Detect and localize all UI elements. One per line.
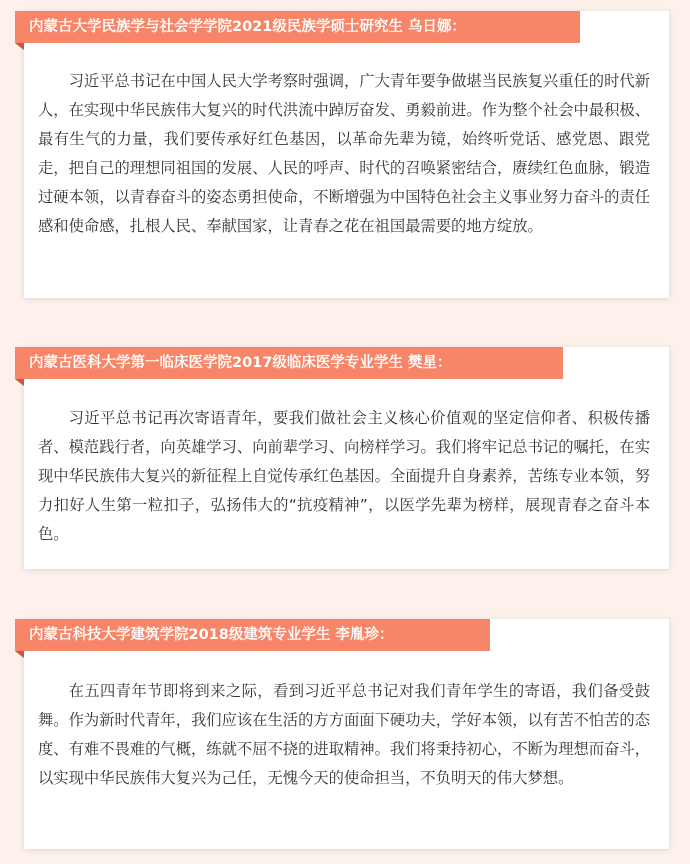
statement-text-2: 习近平总书记再次寄语青年，要我们做社会主义核心价值观的坚定信仰者、积极传播者、模范践行者，向英雄学习、向前辈学习、向榜样学习。我们将牢记总书记的嘱托，在实现中华民族伟大复兴的新征程上自觉传承红色基因。全面提升自身素养，苦练专业本领，努力扣好人生第一粒扣子，弘扬伟大的“抗疫精神”，以医学先辈为榜样，展现青春之奋斗本色。 — [38, 409, 650, 543]
speaker-banner-3: 内蒙古科技大学建筑学院2018级建筑专业学生 李胤珍： — [15, 619, 490, 651]
banner-fold-3 — [15, 651, 24, 658]
statement-text-3: 在五四青年节即将到来之际，看到习近平总书记对我们青年学生的寄语，我们备受鼓舞。作为新时代青年，我们应该在生活的方方面面下硬功夫，学好本领，以有苦不怕苦的态度、有难不畏难的气概，练就不屈不挠的进取精神。我们将秉持初心，不断为理想而奋斗，以实现中华民族伟大复兴为己任，无愧今天的使命担当，不负明天的伟大梦想。 — [38, 682, 650, 787]
statement-text-1: 习近平总书记在中国人民大学考察时强调，广大青年要争做堪当民族复兴重任的时代新人，在实现中华民族伟大复兴的时代洪流中踔厉奋发、勇毅前进。作为整个社会中最积极、最有生气的力量，我们要传承好红色基因，以革命先辈为镜，始终听党话、感党恩、跟党走，把自己的理想同祖国的发展、人民的呼声、时代的召唤紧密结合，赓续红色血脉，锻造过硬本领，以青春奋斗的姿态勇担使命，不断增强为中国特色社会主义事业努力奋斗的责任感和使命感，扎根人民、奉献国家，让青春之花在祖国最需要的地方绽放。 — [38, 72, 650, 235]
speaker-banner-2: 内蒙古医科大学第一临床医学院2017级临床医学专业学生 樊星： — [15, 347, 563, 379]
banner-fold-2 — [15, 379, 24, 386]
speaker-banner-1: 内蒙古大学民族学与社会学学院2021级民族学硕士研究生 乌日娜： — [15, 11, 580, 43]
banner-fold-1 — [15, 43, 24, 50]
